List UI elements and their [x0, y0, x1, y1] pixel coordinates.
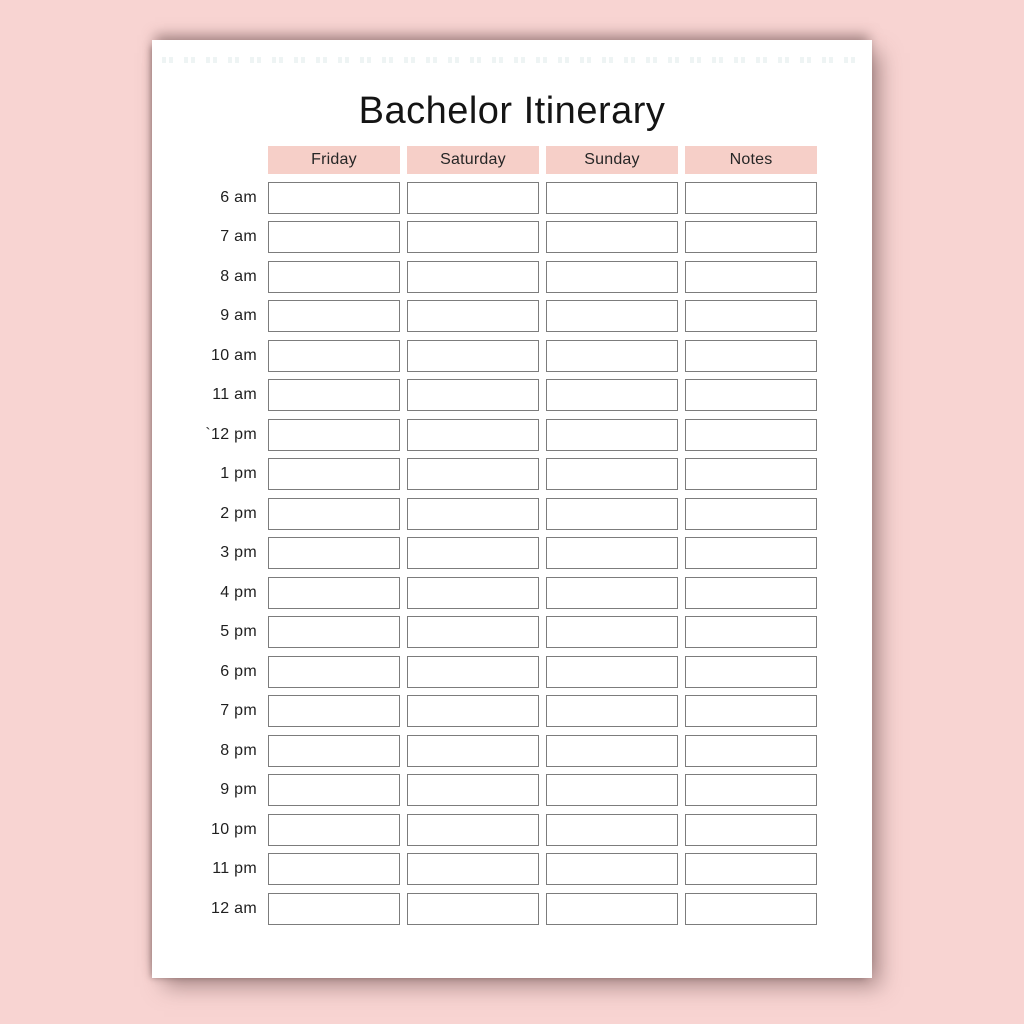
time-label: 9 pm	[220, 781, 257, 798]
schedule-cell[interactable]	[685, 893, 817, 925]
time-label: 6 pm	[220, 662, 257, 680]
schedule-cell[interactable]	[268, 656, 400, 688]
schedule-cell[interactable]	[268, 379, 400, 411]
column-header-notes: Notes	[685, 146, 817, 174]
schedule-cell[interactable]	[268, 537, 400, 569]
schedule-cell[interactable]	[546, 814, 678, 846]
schedule-cell[interactable]	[546, 695, 678, 727]
time-label: `12 pm	[205, 425, 257, 443]
schedule-cell[interactable]	[685, 577, 817, 609]
column-header-saturday: Saturday	[407, 146, 539, 174]
schedule-cell[interactable]	[685, 695, 817, 727]
schedule-cell[interactable]	[546, 774, 678, 806]
schedule-cell[interactable]	[546, 340, 678, 372]
schedule-cell[interactable]	[685, 616, 817, 648]
schedule-cell[interactable]	[546, 221, 678, 253]
time-label: 10 pm	[211, 820, 257, 838]
time-label: 8 am	[220, 267, 257, 285]
time-label: 1 pm	[220, 465, 257, 482]
schedule-cell[interactable]	[268, 340, 400, 372]
schedule-cell[interactable]	[268, 182, 400, 214]
schedule-cell[interactable]	[407, 458, 539, 490]
schedule-cell[interactable]	[685, 419, 817, 451]
schedule-cell[interactable]	[546, 537, 678, 569]
time-label: 4 pm	[220, 583, 257, 601]
schedule-cell[interactable]	[685, 182, 817, 214]
time-label: 9 am	[220, 307, 257, 324]
time-label: 8 pm	[220, 741, 257, 759]
schedule-cell[interactable]	[546, 300, 678, 332]
schedule-cell[interactable]	[407, 774, 539, 806]
itinerary-table	[162, 146, 817, 925]
schedule-cell[interactable]	[546, 893, 678, 925]
time-label: 12 am	[211, 899, 257, 917]
schedule-cell[interactable]	[685, 853, 817, 885]
schedule-cell[interactable]	[407, 379, 539, 411]
schedule-cell[interactable]	[407, 340, 539, 372]
schedule-cell[interactable]	[546, 458, 678, 490]
schedule-cell[interactable]	[407, 419, 539, 451]
time-label: 11 am	[212, 386, 257, 403]
time-label: 7 am	[220, 228, 257, 245]
schedule-cell[interactable]	[407, 221, 539, 253]
time-label: 10 am	[211, 346, 257, 364]
schedule-cell[interactable]	[268, 616, 400, 648]
schedule-cell[interactable]	[546, 735, 678, 767]
schedule-cell[interactable]	[268, 814, 400, 846]
perforation-marks	[162, 57, 864, 63]
schedule-cell[interactable]	[685, 735, 817, 767]
schedule-cell[interactable]	[268, 577, 400, 609]
schedule-cell[interactable]	[546, 379, 678, 411]
schedule-cell[interactable]	[407, 537, 539, 569]
schedule-cell[interactable]	[546, 182, 678, 214]
schedule-cell[interactable]	[685, 221, 817, 253]
schedule-cell[interactable]	[407, 893, 539, 925]
schedule-cell[interactable]	[407, 182, 539, 214]
schedule-cell[interactable]	[407, 300, 539, 332]
schedule-cell[interactable]	[407, 261, 539, 293]
schedule-cell[interactable]	[268, 853, 400, 885]
schedule-cell[interactable]	[685, 458, 817, 490]
schedule-cell[interactable]	[685, 774, 817, 806]
schedule-cell[interactable]	[407, 498, 539, 530]
schedule-cell[interactable]	[407, 735, 539, 767]
schedule-cell[interactable]	[685, 656, 817, 688]
schedule-cell[interactable]	[268, 498, 400, 530]
schedule-cell[interactable]	[268, 419, 400, 451]
schedule-cell[interactable]	[268, 774, 400, 806]
schedule-cell[interactable]	[546, 419, 678, 451]
schedule-cell[interactable]	[685, 261, 817, 293]
schedule-cell[interactable]	[407, 616, 539, 648]
schedule-cell[interactable]	[546, 261, 678, 293]
schedule-cell[interactable]	[685, 814, 817, 846]
schedule-cell[interactable]	[407, 853, 539, 885]
schedule-cell[interactable]	[407, 656, 539, 688]
column-header-friday: Friday	[268, 146, 400, 174]
page-title: Bachelor Itinerary	[358, 90, 666, 132]
schedule-cell[interactable]	[268, 221, 400, 253]
schedule-cell[interactable]	[685, 498, 817, 530]
column-header-sunday: Sunday	[546, 146, 678, 174]
schedule-cell[interactable]	[546, 498, 678, 530]
time-label: 6 am	[220, 188, 257, 206]
time-label: 5 pm	[220, 623, 257, 640]
schedule-cell[interactable]	[407, 695, 539, 727]
time-label: 2 pm	[220, 504, 257, 522]
schedule-cell[interactable]	[546, 577, 678, 609]
time-label: 11 pm	[212, 860, 257, 877]
schedule-cell[interactable]	[685, 340, 817, 372]
schedule-cell[interactable]	[407, 814, 539, 846]
table-corner-spacer	[162, 146, 261, 174]
schedule-cell[interactable]	[685, 537, 817, 569]
schedule-cell[interactable]	[268, 735, 400, 767]
schedule-cell[interactable]	[268, 261, 400, 293]
time-label: 7 pm	[220, 702, 257, 719]
schedule-cell[interactable]	[546, 853, 678, 885]
schedule-cell[interactable]	[268, 458, 400, 490]
schedule-cell[interactable]	[546, 656, 678, 688]
schedule-cell[interactable]	[268, 893, 400, 925]
schedule-cell[interactable]	[268, 300, 400, 332]
schedule-cell[interactable]	[268, 695, 400, 727]
schedule-cell[interactable]	[407, 577, 539, 609]
time-label: 3 pm	[220, 544, 257, 561]
planner-page	[152, 40, 872, 978]
schedule-cell[interactable]	[685, 300, 817, 332]
schedule-cell[interactable]	[546, 616, 678, 648]
schedule-cell[interactable]	[685, 379, 817, 411]
